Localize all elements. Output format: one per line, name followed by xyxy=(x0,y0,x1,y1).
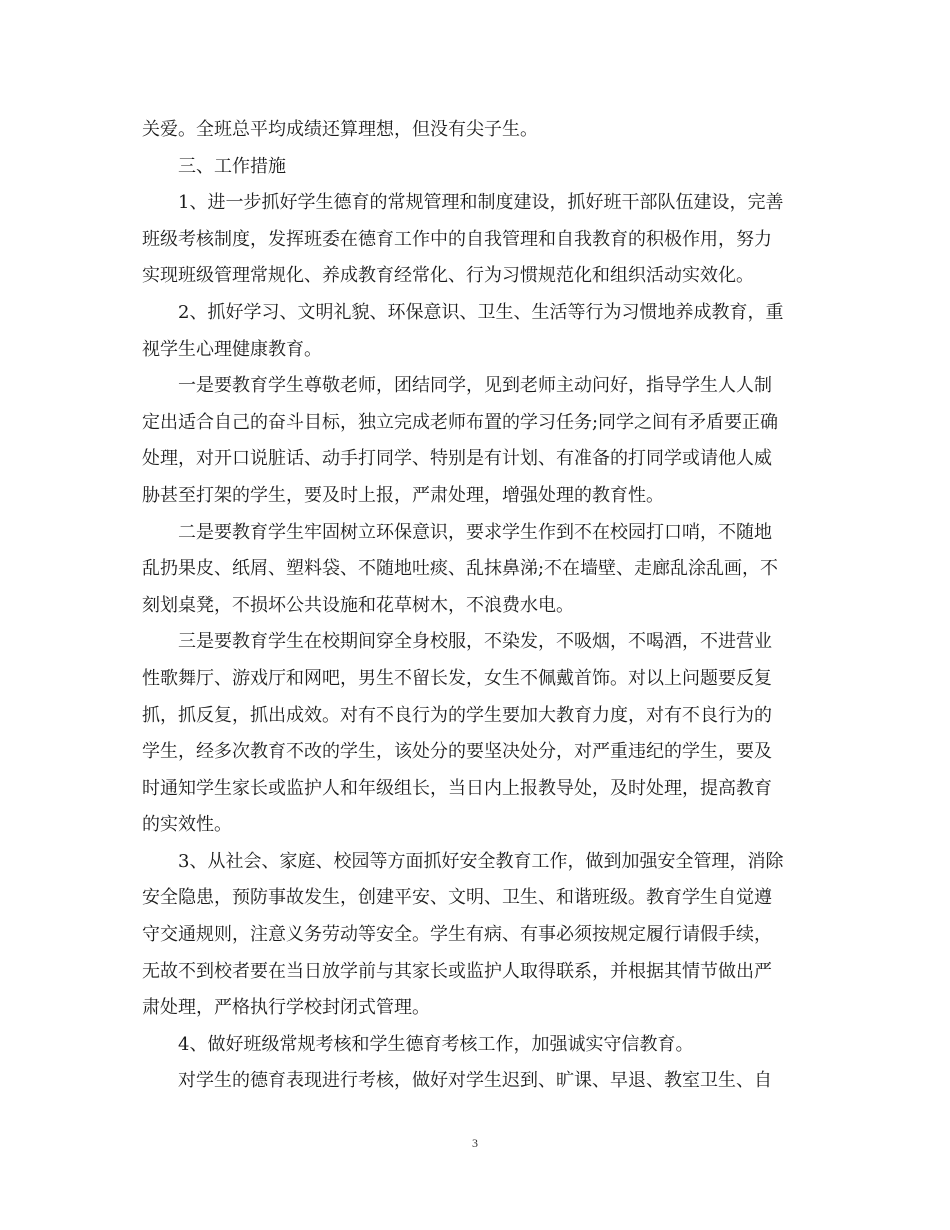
text-line: 对学生的德育表现进行考核，做好对学生迟到、旷课、早退、教室卫生、自 xyxy=(178,1070,772,1092)
text-line: 时通知学生家长或监护人和年级组长，当日内上报教导处，及时处理，提高教育 xyxy=(142,777,772,799)
text-line: 性歌舞厅、游戏厅和网吧，男生不留长发，女生不佩戴首饰。对以上问题要反复 xyxy=(142,667,772,689)
text-line: 安全隐患，预防事故发生，创建平安、文明、卫生、和谐班级。教育学生自觉遵 xyxy=(142,887,772,909)
text-line: 乱扔果皮、纸屑、塑料袋、不随地吐痰、乱抹鼻涕;不在墙壁、走廊乱涂乱画，不 xyxy=(142,558,779,580)
text-line: 刻划桌凳，不损坏公共设施和花草树木，不浪费水电。 xyxy=(142,594,574,616)
text-line: 三是要教育学生在校期间穿全身校服，不染发，不吸烟，不喝酒，不进营业 xyxy=(178,631,772,653)
text-line: 抓，抓反复，抓出成效。对有不良行为的学生要加大教育力度，对有不良行为的 xyxy=(142,704,772,726)
text-line: 关爱。全班总平均成绩还算理想，但没有尖子生。 xyxy=(142,119,538,140)
section-heading: 三、工作措施 xyxy=(178,155,286,177)
text-line: 肃处理，严格执行学校封闭式管理。 xyxy=(142,997,430,1019)
page-number: 3 xyxy=(472,1136,478,1150)
document-body xyxy=(142,112,807,1100)
text-line: 定出适合自己的奋斗目标，独立完成老师布置的学习任务;同学之间有矛盾要正确 xyxy=(142,411,779,433)
text-line: 无故不到校者要在当日放学前与其家长或监护人取得联系，并根据其情节做出严 xyxy=(142,960,772,982)
text-line: 二是要教育学生牢固树立环保意识，要求学生作到不在校园打口哨，不随地 xyxy=(178,521,772,543)
text-line: 实现班级管理常规化、养成教育经常化、行为习惯规范化和组织活动实效化。 xyxy=(142,265,754,287)
text-line: 班级考核制度，发挥班委在德育工作中的自我管理和自我教育的积极作用，努力 xyxy=(142,228,772,250)
text-line: 1、进一步抓好学生德育的常规管理和制度建设，抓好班干部队伍建设，完善 xyxy=(178,192,784,214)
text-line: 视学生心理健康教育。 xyxy=(142,338,322,360)
text-line: 3、从社会、家庭、校园等方面抓好安全教育工作，做到加强安全管理，消除 xyxy=(178,850,784,872)
text-line: 4、做好班级常规考核和学生德育考核工作，加强诚实守信教育。 xyxy=(178,1033,694,1055)
text-line: 守交通规则，注意义务劳动等安全。学生有病、有事必须按规定履行请假手续， xyxy=(142,924,772,946)
text-line: 的实效性。 xyxy=(142,814,232,836)
text-line: 一是要教育学生尊敬老师，团结同学，见到老师主动问好，指导学生人人制 xyxy=(178,375,772,397)
text-line: 2、抓好学习、文明礼貌、环保意识、卫生、生活等行为习惯地养成教育，重 xyxy=(178,301,784,323)
text-line: 处理，对开口说脏话、动手打同学、特别是有计划、有准备的打同学或请他人威 xyxy=(142,448,772,470)
text-line: 胁甚至打架的学生，要及时上报，严肃处理，增强处理的教育性。 xyxy=(142,484,664,506)
text-line: 学生，经多次教育不改的学生，该处分的要坚决处分，对严重违纪的学生，要及 xyxy=(142,741,772,763)
